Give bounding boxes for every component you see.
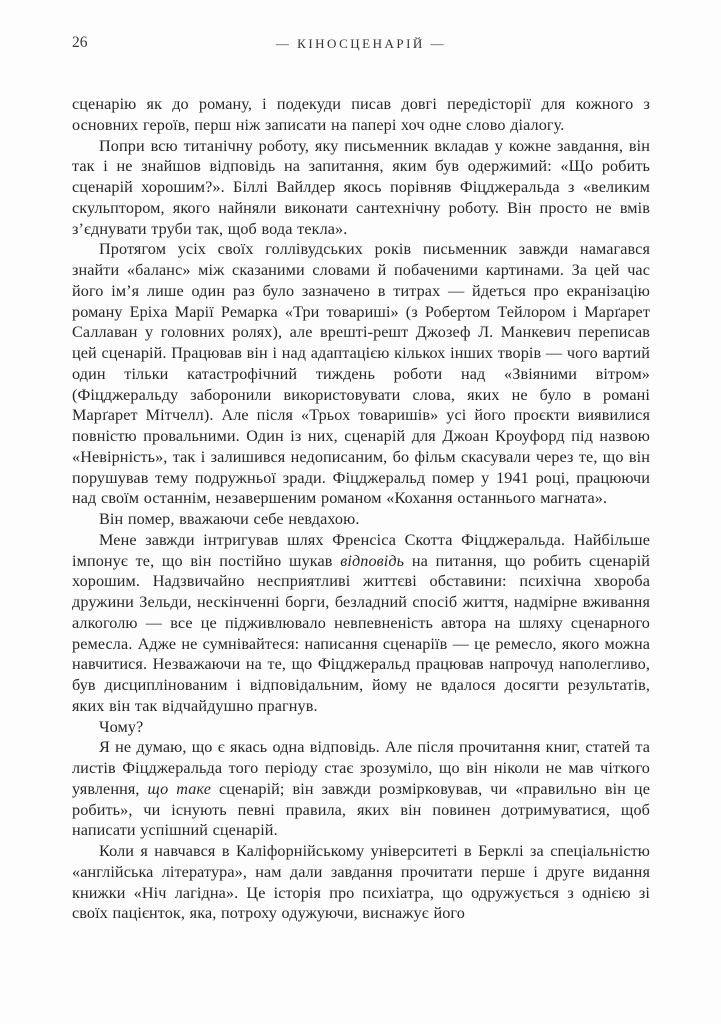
body-text: Він помер, вважаючи себе невдахою.: [99, 510, 360, 528]
paragraph: [72, 737, 650, 841]
running-head: — КІНОСЦЕНАРІЙ —: [275, 36, 447, 51]
page-number: 26: [72, 34, 88, 51]
body-text: сценарію як до роману, і подекуди писав довгі передісторії для кожного з основних героїв, перш ніж записати на папері хоч одне слово діалогу.: [72, 95, 650, 134]
page-header: [72, 34, 650, 56]
body-text: Протягом усіх своїх голлівудських років письменник завжди намагався знайти «баланс» між сказаними словами й побаченими картинами. За цей час його ім’я лише один раз було зазначено в титрах — йдеться про екранізацію роману Еріха Марії Ремарка «Три товариші» (з Робертом Тейлором і Марґарет Саллаван у головних ролях), але врешті-решт Джозеф Л. Манкевич переписав цей сценарій. Працював він і над адаптацією кількох інших творів — чого вартий один тільки катастрофічний тиждень роботи над «Звіяними вітром» (Фіцджеральду заборонили використовувати слова, яких не було в романі Марґарет Мітчелл). Але після «Трьох товаришів» усі його проєкти виявилися повністю провальними. Один із них, сценарій для Джоан Кроуфорд під назвою «Невірність», так і залишився недописаним, бо фільм скасували через те, що він порушував тему подружньої зради. Фіцджеральд помер у 1941 році, працюючи над своїм останнім, незавершеним романом «Кохання останнього магната».: [72, 240, 650, 508]
page-body: [72, 94, 650, 924]
emphasis-text: що таке: [147, 779, 211, 798]
paragraph: [72, 239, 650, 509]
body-text: Коли я навчався в Каліфорнійському університеті в Берклі за спеціальністю «англійська література», нам дали завдання прочитати перше і друге видання книжки «Ніч лагідна». Це історія про психіатра, що одружується з однією зі своїх пацієнток, яка, потроху одужуючи, виснажує його: [72, 842, 650, 923]
body-text: сценарій; він завжди розмірковував, чи «правильно він це робить», чи існують певні правила, яких він повинен дотримуватися, щоб написати успішний сценарій.: [72, 779, 650, 840]
body-text: Я не думаю, що є якась одна відповідь. Але після прочитання книг, статей та листів Фіцджеральда того періоду стає зрозуміло, що він ніколи не мав чіткого уявлення,: [72, 738, 650, 798]
paragraph: [72, 94, 650, 136]
paragraph: [72, 509, 650, 530]
paragraph: [72, 136, 650, 240]
emphasis-text: відповідь: [340, 551, 405, 570]
body-text: Чому?: [99, 717, 144, 736]
body-text: Попри всю титанічну роботу, яку письменник вкладав у кожне завдання, він так і не знайшов відповідь на запитання, яким був одержимий: «Що робить сценарій хорошим?». Біллі Вайлдер якось порівняв Фіцджеральда з «великим скульптором, якого найняли виконати сантехнічну роботу. Він просто не вмів з’єднувати труби так, щоб вода текла».: [72, 136, 650, 238]
paragraph: [72, 717, 650, 738]
body-text: на питання, що робить сценарій хорошим. Надзвичайно несприятливі життєві обставини: психічна хвороба дружини Зельди, нескінченні борги, безладний спосіб життя, надмірне вживання алкоголю — все це підживлювало невпевненість автора на шляху сценарного ремесла. Адже не сумнівайтеся: написання сценаріїв — це ремесло, якого можна навчитися. Незважаючи на те, що Фіцджеральд працював напрочуд наполегливо, був дисциплінованим і відповідальним, йому не вдалося досягти результатів, яких він так відчайдушно прагнув.: [72, 551, 650, 715]
body-text: Мене завжди інтригував шлях Френсіса Скотта Фіцджеральда. Найбільше імпонує те, що він постійно шукав: [72, 530, 650, 570]
paragraph: [72, 841, 650, 924]
paragraph: [72, 530, 650, 717]
